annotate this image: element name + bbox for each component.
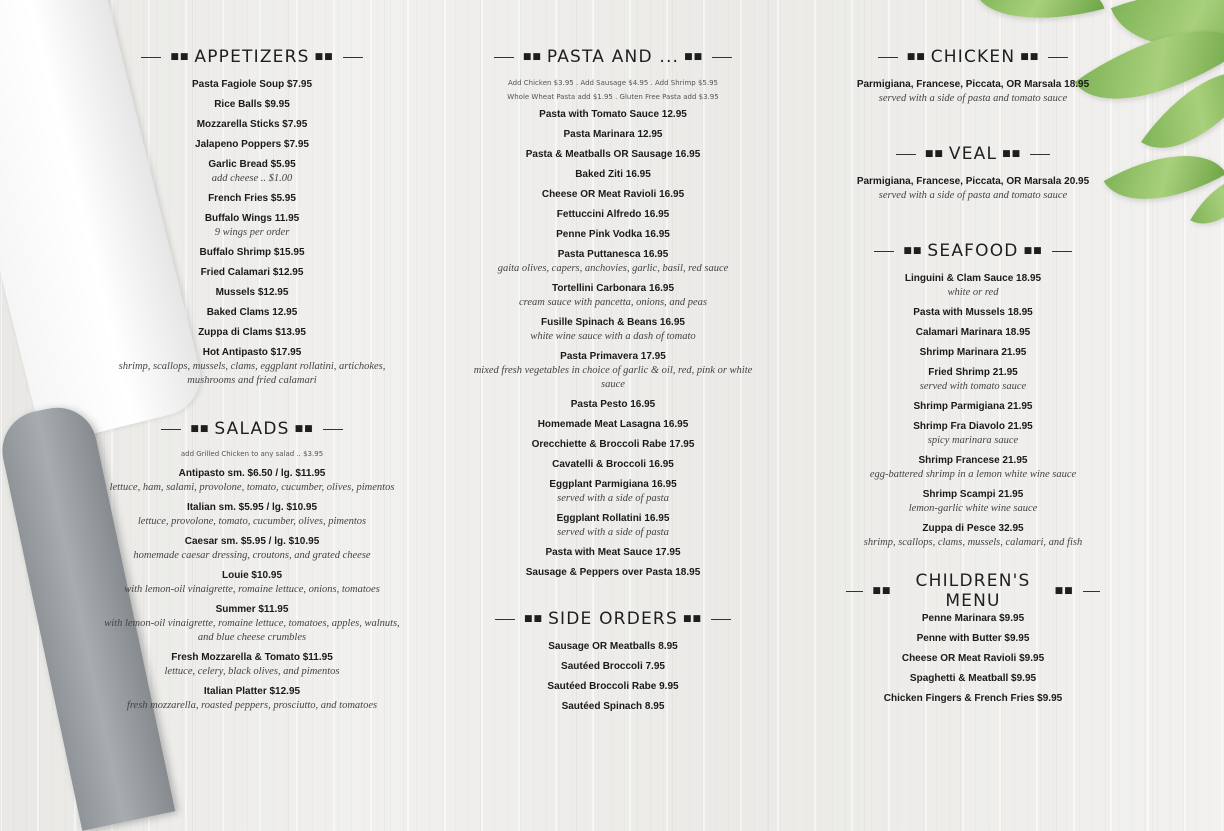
menu-item-name: Spaghetti & Meatball $9.95 bbox=[909, 673, 1037, 684]
menu-item bbox=[463, 640, 763, 654]
divider bbox=[494, 57, 514, 58]
side-orders-list bbox=[463, 640, 763, 714]
menu-item-description: 9 wings per order bbox=[214, 227, 290, 238]
menu-item-description: lettuce, provolone, tomato, cucumber, olives, pimentos bbox=[137, 516, 367, 527]
menu-item-name: Jalapeno Poppers $7.95 bbox=[195, 139, 309, 150]
veal-list bbox=[842, 175, 1104, 203]
menu-item bbox=[463, 566, 763, 580]
bullet-icon: ■■ bbox=[872, 586, 892, 596]
divider bbox=[874, 251, 894, 252]
menu-item-description: homemade caesar dressing, croutons, and grated cheese bbox=[133, 550, 371, 561]
menu-item bbox=[842, 326, 1104, 340]
menu-item-name: Zuppa di Pesce 32.95 bbox=[922, 523, 1024, 534]
menu-item-description: white or red bbox=[947, 287, 999, 298]
menu-item-name: Summer $11.95 bbox=[215, 604, 289, 615]
menu-item-description: served with a side of pasta bbox=[557, 493, 669, 504]
menu-item bbox=[842, 346, 1104, 360]
salads-section bbox=[98, 416, 406, 713]
menu-item-name: Shrimp Marinara 21.95 bbox=[919, 347, 1027, 358]
bullet-icon: ■■ bbox=[1020, 52, 1040, 62]
menu-item-name: Penne Pink Vodka 16.95 bbox=[556, 229, 670, 240]
menu-column-center bbox=[463, 44, 763, 720]
seafood-list bbox=[842, 272, 1104, 550]
appetizers-section bbox=[98, 44, 406, 388]
bullet-icon: ■■ bbox=[294, 424, 314, 434]
menu-item-name: Fettuccini Alfredo 16.95 bbox=[556, 209, 670, 220]
section-title: SIDE ORDERS bbox=[548, 609, 678, 629]
menu-item-name: Parmigiana, Francese, Piccata, OR Marsala 18.95 bbox=[856, 79, 1090, 90]
menu-item-name: Homemade Meat Lasagna 16.95 bbox=[537, 419, 689, 430]
menu-item-name: Parmigiana, Francese, Piccata, OR Marsala 20.95 bbox=[856, 176, 1090, 187]
menu-item-name: Pasta with Mussels 18.95 bbox=[913, 307, 1033, 318]
menu-item bbox=[463, 700, 763, 714]
menu-item-description: lettuce, celery, black olives, and pimentos bbox=[164, 666, 340, 677]
menu-item-name: Sautéed Broccoli 7.95 bbox=[561, 661, 665, 672]
bullet-icon: ■■ bbox=[522, 52, 542, 62]
bullet-icon: ■■ bbox=[170, 52, 190, 62]
menu-item-name: French Fries $5.95 bbox=[208, 193, 296, 204]
menu-item-name: Pasta Puttanesca 16.95 bbox=[557, 249, 669, 260]
menu-item bbox=[842, 272, 1104, 300]
menu-item-name: Buffalo Shrimp $15.95 bbox=[199, 247, 305, 258]
menu-item bbox=[463, 350, 763, 392]
menu-item-description: add cheese .. $1.00 bbox=[211, 173, 293, 184]
divider bbox=[878, 57, 898, 58]
menu-item-name: Sautéed Broccoli Rabe 9.95 bbox=[547, 681, 679, 692]
menu-item bbox=[98, 192, 406, 206]
side-orders-section bbox=[463, 606, 763, 714]
menu-item-name: Fried Shrimp 21.95 bbox=[928, 367, 1018, 378]
menu-item bbox=[463, 282, 763, 310]
divider bbox=[711, 619, 731, 620]
bullet-icon: ■■ bbox=[190, 424, 210, 434]
divider bbox=[1030, 154, 1050, 155]
menu-item bbox=[463, 458, 763, 472]
menu-item bbox=[842, 612, 1104, 626]
menu-item-name: Shrimp Parmigiana 21.95 bbox=[913, 401, 1033, 412]
bullet-icon: ■■ bbox=[924, 149, 944, 159]
menu-item-description: fresh mozzarella, roasted peppers, prosciutto, and tomatoes bbox=[126, 700, 378, 711]
bullet-icon: ■■ bbox=[1023, 246, 1043, 256]
divider bbox=[896, 154, 916, 155]
menu-item-description: cream sauce with pancetta, onions, and peas bbox=[518, 297, 707, 308]
menu-item-name: Baked Clams 12.95 bbox=[206, 307, 298, 318]
menu-item bbox=[98, 212, 406, 240]
menu-item bbox=[463, 680, 763, 694]
divider bbox=[1048, 57, 1068, 58]
childrens-menu-section bbox=[842, 571, 1104, 706]
menu-item bbox=[98, 569, 406, 597]
menu-item-name: Mozzarella Sticks $7.95 bbox=[196, 119, 308, 130]
menu-item bbox=[842, 175, 1104, 203]
menu-item-description: served with a side of pasta and tomato sauce bbox=[878, 190, 1068, 201]
pasta-heading bbox=[463, 44, 763, 70]
menu-item bbox=[842, 400, 1104, 414]
menu-item-name: Rice Balls $9.95 bbox=[214, 99, 290, 110]
menu-item bbox=[463, 188, 763, 202]
divider bbox=[141, 57, 161, 58]
section-title: PASTA AND ... bbox=[546, 47, 680, 67]
menu-item bbox=[98, 246, 406, 260]
menu-item bbox=[842, 632, 1104, 646]
menu-item bbox=[463, 478, 763, 506]
menu-item-name: Mussels $12.95 bbox=[215, 287, 289, 298]
bullet-icon: ■■ bbox=[1002, 149, 1022, 159]
menu-item bbox=[842, 366, 1104, 394]
menu-item-name: Shrimp Scampi 21.95 bbox=[922, 489, 1024, 500]
chicken-heading bbox=[842, 44, 1104, 70]
menu-item bbox=[98, 78, 406, 92]
menu-item-description: spicy marinara sauce bbox=[927, 435, 1019, 446]
menu-item bbox=[98, 535, 406, 563]
menu-item bbox=[98, 138, 406, 152]
menu-item-name: Cheese OR Meat Ravioli 16.95 bbox=[541, 189, 685, 200]
menu-item-name: Zuppa di Clams $13.95 bbox=[198, 327, 306, 338]
menu-item bbox=[842, 454, 1104, 482]
menu-item bbox=[98, 467, 406, 495]
menu-item bbox=[98, 158, 406, 186]
pasta-note-addons: Add Chicken $3.95 . Add Sausage $4.95 . Add Shrimp $5.95 bbox=[508, 79, 718, 87]
menu-item-name: Orecchiette & Broccoli Rabe 17.95 bbox=[531, 439, 695, 450]
section-title: CHICKEN bbox=[930, 47, 1016, 67]
menu-item bbox=[463, 248, 763, 276]
menu-item bbox=[463, 228, 763, 242]
menu-item bbox=[842, 78, 1104, 106]
menu-item-name: Antipasto sm. $6.50 / lg. $11.95 bbox=[178, 468, 326, 479]
divider bbox=[495, 619, 515, 620]
menu-column-right bbox=[842, 44, 1104, 712]
bullet-icon: ■■ bbox=[314, 52, 334, 62]
section-title: CHILDREN'S MENU bbox=[915, 571, 1031, 611]
childrens-menu-list bbox=[842, 612, 1104, 706]
pasta-note-substitutions: Whole Wheat Pasta add $1.95 . Gluten Free Pasta add $3.95 bbox=[507, 93, 719, 101]
menu-item bbox=[463, 660, 763, 674]
menu-item bbox=[463, 148, 763, 162]
menu-item-name: Buffalo Wings 11.95 bbox=[204, 213, 300, 224]
menu-item bbox=[98, 98, 406, 112]
divider bbox=[712, 57, 732, 58]
menu-item-name: Cavatelli & Broccoli 16.95 bbox=[552, 459, 674, 470]
menu-item-description: served with tomato sauce bbox=[919, 381, 1027, 392]
menu-item-name: Sausage OR Meatballs 8.95 bbox=[548, 641, 678, 652]
menu-item-name: Pasta Marinara 12.95 bbox=[563, 129, 663, 140]
bullet-icon: ■■ bbox=[906, 52, 926, 62]
menu-item bbox=[98, 326, 406, 340]
salads-note: add Grilled Chicken to any salad .. $3.95 bbox=[180, 450, 324, 458]
menu-item bbox=[463, 438, 763, 452]
bullet-icon: ■■ bbox=[682, 614, 702, 624]
menu-item bbox=[842, 652, 1104, 666]
chicken-list bbox=[842, 78, 1104, 106]
appetizers-list bbox=[98, 78, 406, 388]
menu-item bbox=[98, 651, 406, 679]
chicken-section bbox=[842, 44, 1104, 106]
menu-item-name: Pasta Pesto 16.95 bbox=[570, 399, 656, 410]
menu-item-name: Baked Ziti 16.95 bbox=[575, 169, 651, 180]
menu-item-description: shrimp, scallops, clams, mussels, calamari, and fish bbox=[863, 537, 1083, 548]
menu-item bbox=[463, 208, 763, 222]
menu-item bbox=[463, 316, 763, 344]
menu-item-name: Fusille Spinach & Beans 16.95 bbox=[541, 317, 685, 328]
menu-item-name: Pasta Primavera 17.95 bbox=[560, 351, 666, 362]
menu-item-description: with lemon-oil vinaigrette, romaine lettuce, onions, tomatoes bbox=[124, 584, 380, 595]
divider bbox=[343, 57, 363, 58]
menu-item-name: Pasta with Tomato Sauce 12.95 bbox=[539, 109, 687, 120]
menu-item bbox=[98, 685, 406, 713]
menu-item bbox=[98, 306, 406, 320]
section-title: APPETIZERS bbox=[194, 47, 310, 67]
menu-item bbox=[98, 266, 406, 280]
menu-item-name: Sausage & Peppers over Pasta 18.95 bbox=[525, 567, 701, 578]
menu-item-name: Hot Antipasto $17.95 bbox=[202, 347, 302, 358]
menu-item-name: Eggplant Rollatini 16.95 bbox=[556, 513, 670, 524]
bullet-icon: ■■ bbox=[524, 614, 544, 624]
menu-item-description: mixed fresh vegetables in choice of garlic & oil, red, pink or white sauce bbox=[473, 365, 753, 390]
menu-item-name: Italian Platter $12.95 bbox=[203, 686, 301, 697]
menu-item-description: lemon-garlic white wine sauce bbox=[908, 503, 1038, 514]
menu-item-description: egg-battered shrimp in a lemon white wine sauce bbox=[869, 469, 1077, 480]
menu-item-name: Pasta with Meat Sauce 17.95 bbox=[545, 547, 681, 558]
menu-item-name: Pasta Fagiole Soup $7.95 bbox=[191, 79, 313, 90]
menu-item bbox=[463, 108, 763, 122]
childrens-menu-heading bbox=[842, 571, 1104, 611]
seafood-section bbox=[842, 238, 1104, 550]
menu-item-name: Fresh Mozzarella & Tomato $11.95 bbox=[171, 652, 333, 663]
menu-item-name: Calamari Marinara 18.95 bbox=[915, 327, 1031, 338]
seafood-heading bbox=[842, 238, 1104, 264]
divider bbox=[1052, 251, 1072, 252]
menu-item-name: Penne with Butter $9.95 bbox=[916, 633, 1030, 644]
menu-item-description: gaita olives, capers, anchovies, garlic, basil, red sauce bbox=[497, 263, 729, 274]
menu-item bbox=[98, 118, 406, 132]
menu-item-description: white wine sauce with a dash of tomato bbox=[530, 331, 696, 342]
pasta-list bbox=[463, 108, 763, 580]
appetizers-heading bbox=[98, 44, 406, 70]
menu-item bbox=[463, 512, 763, 540]
bullet-icon: ■■ bbox=[684, 52, 704, 62]
menu-item-description: served with a side of pasta and tomato sauce bbox=[878, 93, 1068, 104]
menu-item-name: Penne Marinara $9.95 bbox=[921, 613, 1025, 624]
menu-item-name: Eggplant Parmigiana 16.95 bbox=[549, 479, 677, 490]
menu-item bbox=[98, 501, 406, 529]
bullet-icon: ■■ bbox=[903, 246, 923, 256]
menu-item bbox=[842, 488, 1104, 516]
menu-item bbox=[98, 286, 406, 300]
section-title: SALADS bbox=[214, 419, 290, 439]
menu-item bbox=[463, 418, 763, 432]
pasta-section bbox=[463, 44, 763, 580]
menu-item bbox=[98, 603, 406, 645]
menu-item bbox=[842, 420, 1104, 448]
menu-item bbox=[463, 168, 763, 182]
menu-item-name: Linguini & Clam Sauce 18.95 bbox=[904, 273, 1042, 284]
menu-item-name: Shrimp Fra Diavolo 21.95 bbox=[913, 421, 1033, 432]
section-title: VEAL bbox=[948, 144, 998, 164]
menu-column-left bbox=[98, 44, 406, 719]
menu-item bbox=[463, 128, 763, 142]
menu-item bbox=[842, 672, 1104, 686]
menu-item-name: Garlic Bread $5.95 bbox=[208, 159, 296, 170]
menu-item bbox=[842, 306, 1104, 320]
menu-item-name: Fried Calamari $12.95 bbox=[200, 267, 304, 278]
menu-item-description: lettuce, ham, salami, provolone, tomato, cucumber, olives, pimentos bbox=[109, 482, 395, 493]
divider bbox=[323, 429, 343, 430]
menu-item-description: shrimp, scallops, mussels, clams, eggplant rollatini, artichokes, mushrooms and fried calamari bbox=[118, 361, 386, 386]
menu-item-name: Shrimp Francese 21.95 bbox=[918, 455, 1028, 466]
menu-item-name: Italian sm. $5.95 / lg. $10.95 bbox=[186, 502, 318, 513]
menu-item-name: Cheese OR Meat Ravioli $9.95 bbox=[901, 653, 1045, 664]
menu-item bbox=[842, 692, 1104, 706]
menu-item bbox=[842, 522, 1104, 550]
bullet-icon: ■■ bbox=[1054, 586, 1074, 596]
menu-item bbox=[463, 398, 763, 412]
menu-item bbox=[463, 546, 763, 560]
salads-heading bbox=[98, 416, 406, 442]
menu-item-description: served with a side of pasta bbox=[557, 527, 669, 538]
salads-list bbox=[98, 467, 406, 713]
side-orders-heading bbox=[463, 606, 763, 632]
divider bbox=[161, 429, 181, 430]
veal-section bbox=[842, 141, 1104, 203]
menu-item-name: Caesar sm. $5.95 / lg. $10.95 bbox=[184, 536, 320, 547]
menu-item-name: Louie $10.95 bbox=[221, 570, 283, 581]
menu-item-name: Pasta & Meatballs OR Sausage 16.95 bbox=[525, 149, 701, 160]
menu-item bbox=[98, 346, 406, 388]
menu-item-name: Sautéed Spinach 8.95 bbox=[561, 701, 665, 712]
menu-item-name: Chicken Fingers & French Fries $9.95 bbox=[883, 693, 1063, 704]
divider bbox=[1083, 591, 1100, 592]
menu-item-name: Tortellini Carbonara 16.95 bbox=[551, 283, 675, 294]
menu-item-description: with lemon-oil vinaigrette, romaine lettuce, tomatoes, apples, walnuts, and blue cheese crumbles bbox=[104, 618, 400, 643]
section-title: SEAFOOD bbox=[927, 241, 1019, 261]
veal-heading bbox=[842, 141, 1104, 167]
divider bbox=[846, 591, 863, 592]
